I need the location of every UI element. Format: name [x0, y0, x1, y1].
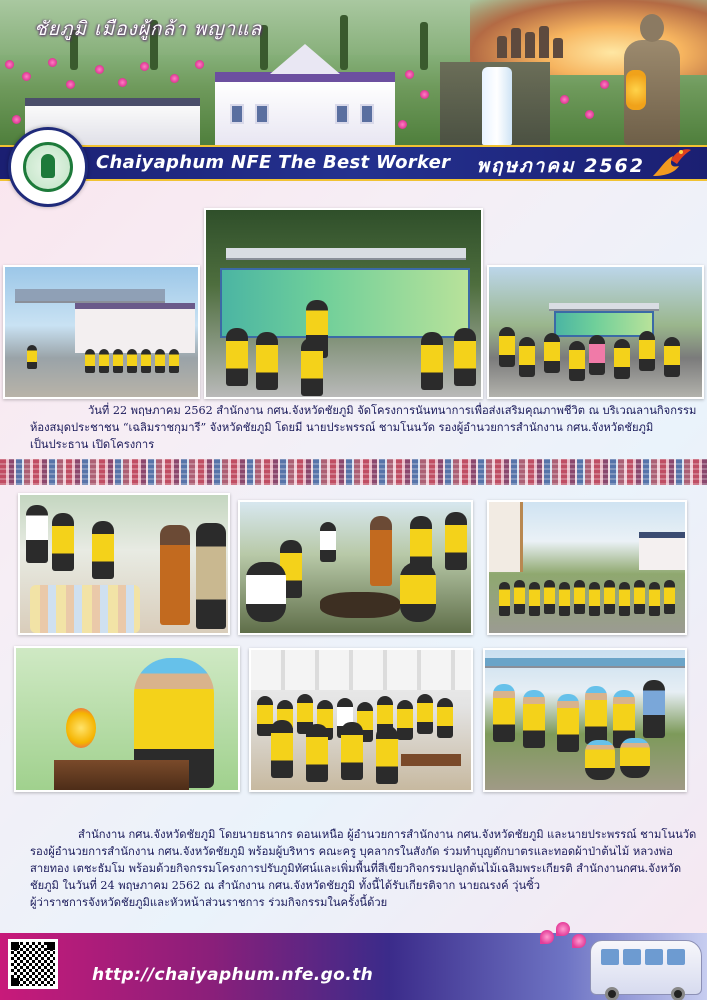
- qr-code-icon[interactable]: [8, 939, 58, 989]
- flower-decoration: [560, 95, 569, 104]
- flower-decoration: [5, 60, 14, 69]
- phoenix-bird-icon: [651, 146, 693, 180]
- stone-pillars-image: [495, 26, 565, 58]
- coffee-table-image: [401, 754, 461, 766]
- flower-decoration: [118, 78, 127, 87]
- caption-merit-planting-event: [30, 826, 696, 911]
- caption-recreation-event: [30, 402, 696, 453]
- photo-group-lineup: [487, 500, 687, 635]
- photo-group-planting: [483, 648, 687, 792]
- photo-opening-stage: [204, 208, 483, 399]
- flower-decoration: [95, 65, 104, 74]
- flower-bouquet-image: [66, 708, 96, 748]
- flower-decoration: [140, 62, 149, 71]
- caption-line: สายทอง เตชะธัมโม พร้อมด้วยกิจกรรมโครงการปรับภูมิทัศน์และเพิ่มพื้นที่สีเขียวกิจกรรมปลูกต้นไม้เฉลิมพระเกียรติ สำนักงานกศน.จังหวัด: [30, 862, 682, 875]
- flower-decoration: [12, 115, 21, 124]
- caption-line: สำนักงาน กศน.จังหวัดชัยภูมิ โดยนายธนากร ดอนเหนือ ผู้อำนวยการสำนักงาน กศน.จังหวัดชัยภูมิ และนายประพรรณ์ ชามโนนวัด: [78, 828, 697, 841]
- flower-decoration: [572, 934, 586, 948]
- flower-decoration: [48, 58, 57, 67]
- photo-tree-planting: [238, 500, 473, 635]
- title-bar-month: พฤษภาคม 2562: [476, 155, 645, 177]
- stage-banner-image: [220, 268, 470, 338]
- flower-decoration: [420, 90, 429, 99]
- flower-decoration: [170, 74, 179, 83]
- waterfall-image: [440, 62, 550, 145]
- flower-decoration: [195, 60, 204, 69]
- header-banner: [0, 0, 707, 145]
- planting-hole-image: [320, 592, 400, 618]
- flower-decoration: [22, 72, 31, 81]
- photo-opening-building: [3, 265, 200, 399]
- flower-decoration: [398, 120, 407, 129]
- caption-line: รองผู้อำนวยการสำนักงาน กศน.จังหวัดชัยภูมิ พร้อมผู้บริหาร คณะครู บุคลากรในสังกัด ร่วมทำบุญตักบาตรและทอดผ้าป่าต้นไม้ หลวงพ่อ: [30, 845, 673, 858]
- flower-decoration: [556, 922, 570, 936]
- photo-audience: [249, 648, 473, 792]
- website-url-link[interactable]: http://chaiyaphum.nfe.go.th: [92, 965, 374, 985]
- photo-opening-dance: [487, 265, 704, 399]
- photo-speech: [14, 646, 240, 792]
- caption-line: ห้องสมุดประชาชน “เฉลิมราชกุมารี” จังหวัดชัยภูมิ โดยมี นายประพรรณ์ ชามโนนวัด รองผู้อำนวยการสำนักงาน กศน.จังหวัดชัยภูมิ: [30, 421, 654, 434]
- flower-decoration: [405, 70, 414, 79]
- flower-decoration: [540, 930, 554, 944]
- caption-line: ผู้ว่าราชการจังหวัดชัยภูมิและหัวหน้าส่วนราชการ ร่วมกิจกรรมในครั้งนี้ด้วย: [30, 896, 388, 909]
- title-bar-heading: Chaiyaphum NFE The Best Worker: [96, 152, 451, 173]
- flower-decoration: [600, 80, 609, 89]
- caption-line: ชัยภูมิ ในวันที่ 24 พฤษภาคม 2562 ณ สำนักงาน กศน.จังหวัดชัยภูมิ ทั้งนี้ได้รับเกียรติจาก นายณรงค์ วุ่นซิ้ว: [30, 879, 540, 892]
- photo-merit-offering: [18, 493, 230, 635]
- caption-line: เป็นประธาน เปิดโครงการ: [30, 438, 155, 451]
- flower-decoration: [585, 110, 594, 119]
- title-bar: [0, 145, 707, 181]
- nfe-building-image: [215, 72, 395, 145]
- header-script-title: ชัยภูมิ เมืองผู้กล้า พญาแล: [34, 18, 263, 40]
- banner-tree: [420, 22, 428, 70]
- mobile-library-bus-image: [590, 940, 702, 995]
- podium-image: [54, 760, 189, 790]
- banner-tree: [340, 15, 348, 70]
- nfe-logo-icon: [8, 127, 88, 207]
- offering-baskets-image: [30, 585, 140, 633]
- phraya-lae-statue-image: [612, 10, 692, 145]
- caption-line: วันที่ 22 พฤษภาคม 2562 สำนักงาน กศน.จังหวัดชัยภูมิ จัดโครงการนันทนาการเพื่อส่งเสริมคุณภาพชีวิต ณ บริเวณลานกิจกรรม: [88, 404, 697, 417]
- woven-pattern-divider: [0, 459, 707, 485]
- flower-decoration: [66, 80, 75, 89]
